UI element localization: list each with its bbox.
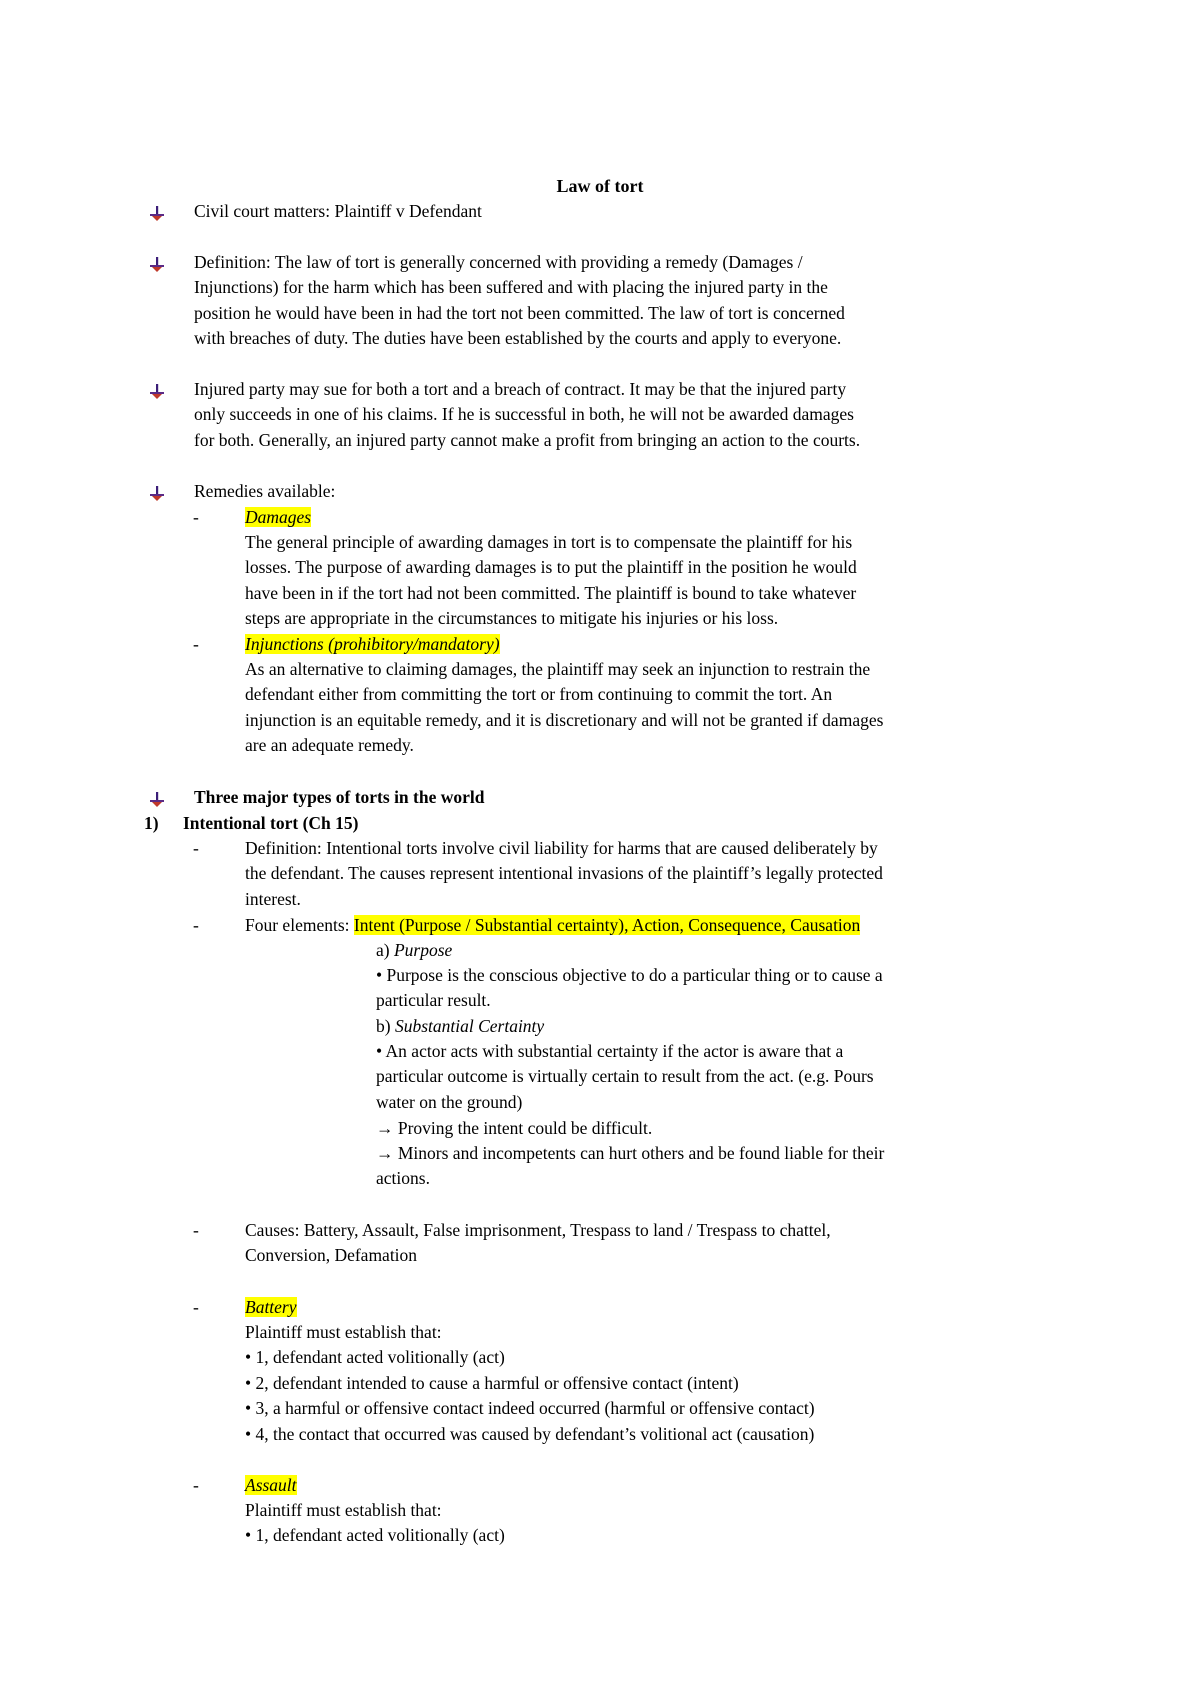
list-item: • 4, the contact that occurred was caused by defendant’s volitional act (causation) (245, 1423, 815, 1444)
intentional-number: 1) (144, 813, 159, 833)
document-title: Law of tort (556, 176, 644, 196)
battery-label: Battery (245, 1297, 297, 1317)
injunctions-heading (245, 632, 500, 657)
list-item: • 1, defendant acted volitionally (act) (245, 1347, 505, 1368)
list-dash: - (193, 1220, 199, 1240)
arrow-note-minors (376, 1141, 884, 1192)
battery-heading (245, 1295, 297, 1320)
arrow-right-icon: → (376, 1143, 394, 1163)
certainty-paragraph (376, 1039, 874, 1115)
injunctions-label: Injunctions (prohibitory/mandatory) (245, 634, 500, 654)
intentional-def-line: interest. (245, 888, 301, 909)
purpose-line: particular result. (376, 990, 491, 1011)
certainty-line: water on the ground) (376, 1091, 523, 1112)
definition-line: position he would have been in had the tort not been committed. The law of tort is concerned (194, 302, 845, 323)
push-pin-arrow-icon (150, 384, 164, 400)
definition-line: Injunctions) for the harm which has been suffered and with placing the injured party in the (194, 277, 828, 298)
certainty-line: • An actor acts with substantial certainty if the actor is aware that a (376, 1041, 844, 1061)
injured-line: Injured party may sue for both a tort and a breach of contract. It may be that the injured party (194, 379, 847, 399)
arrow-note-proving (376, 1116, 652, 1141)
certainty-prefix: b) (376, 1016, 395, 1036)
intentional-def-line: Definition: Intentional torts involve civil liability for harms that are caused deliberately by (245, 838, 878, 858)
list-dash: - (193, 1297, 199, 1317)
intentional-heading: Intentional tort (Ch 15) (183, 813, 359, 833)
causes-line: Conversion, Defamation (245, 1245, 418, 1266)
damages-heading (245, 505, 311, 530)
purpose-paragraph (376, 963, 883, 1014)
list-dash: - (193, 507, 199, 527)
list-item: • 2, defendant intended to cause a harmful or offensive contact (intent) (245, 1372, 739, 1393)
certainty-line: particular outcome is virtually certain to result from the act. (e.g. Pours (376, 1066, 874, 1087)
definition-paragraph (194, 250, 845, 352)
damages-line: The general principle of awarding damages in tort is to compensate the plaintiff for his (245, 532, 853, 552)
four-elements-prefix: Four elements: (245, 915, 354, 935)
arrow-right-icon: → (376, 1118, 394, 1138)
injunctions-paragraph (245, 657, 883, 759)
list-dash: - (193, 915, 199, 935)
push-pin-arrow-icon (150, 486, 164, 502)
assault-intro: Plaintiff must establish that: (245, 1500, 442, 1520)
list-dash: - (193, 838, 199, 858)
battery-list (245, 1320, 815, 1447)
injunctions-line: are an adequate remedy. (245, 735, 414, 756)
list-item: • 3, a harmful or offensive contact indeed occurred (harmful or offensive contact) (245, 1398, 815, 1419)
intentional-definition (245, 836, 883, 912)
causes-paragraph (245, 1218, 831, 1269)
battery-intro: Plaintiff must establish that: (245, 1322, 442, 1342)
damages-line: steps are appropriate in the circumstances to mitigate his injuries or his loss. (245, 608, 779, 629)
arrow-note-line: → Minors and incompetents can hurt others and be found liable for their (376, 1143, 885, 1163)
list-dash: - (193, 1475, 199, 1495)
causes-line: Causes: Battery, Assault, False imprisonment, Trespass to land / Trespass to chattel, (245, 1220, 831, 1240)
certainty-label: Substantial Certainty (394, 1016, 545, 1036)
injunctions-line: defendant either from committing the tort or from continuing to commit the tort. An (245, 684, 833, 705)
damages-line: losses. The purpose of awarding damages is to put the plaintiff in the position he would (245, 557, 857, 578)
purpose-line: • Purpose is the conscious objective to do a particular thing or to cause a (376, 965, 883, 985)
push-pin-arrow-icon (150, 206, 164, 222)
injunctions-line: injunction is an equitable remedy, and it is discretionary and will not be granted if damages (245, 709, 884, 730)
list-item: • 1, defendant acted volitionally (act) (245, 1525, 505, 1546)
assault-label: Assault (245, 1475, 297, 1495)
injured-line: for both. Generally, an injured party cannot make a profit from bringing an action to the courts. (194, 429, 861, 450)
definition-line: Definition: The law of tort is generally concerned with providing a remedy (Damages / (194, 252, 803, 272)
injured-party-paragraph (194, 377, 860, 453)
arrow-note-text: Proving the intent could be difficult. (397, 1118, 653, 1138)
definition-line: with breaches of duty. The duties have been established by the courts and apply to everyone. (194, 328, 842, 349)
list-dash: - (193, 634, 199, 654)
remedies-label: Remedies available: (194, 481, 336, 501)
purpose-heading (376, 938, 452, 963)
damages-paragraph (245, 530, 857, 632)
four-elements-highlight: Intent (Purpose / Substantial certainty), Action, Consequence, Causation (353, 915, 861, 935)
push-pin-arrow-icon (150, 792, 164, 808)
purpose-label: Purpose (393, 940, 453, 960)
assault-heading (245, 1473, 297, 1498)
injunctions-line: As an alternative to claiming damages, the plaintiff may seek an injunction to restrain the (245, 659, 871, 679)
four-elements-line (245, 913, 860, 938)
certainty-heading (376, 1014, 544, 1039)
purpose-prefix: a) (376, 940, 394, 960)
damages-line: have been in if the tort had not been committed. The plaintiff is bound to take whatever (245, 582, 857, 603)
assault-list (245, 1498, 505, 1549)
injured-line: only succeeds in one of his claims. If he is successful in both, he will not be awarded damages (194, 404, 854, 425)
three-types-heading: Three major types of torts in the world (194, 787, 485, 807)
arrow-note-line: actions. (376, 1168, 430, 1189)
civil-court-text: Civil court matters: Plaintiff v Defendant (194, 201, 482, 221)
push-pin-arrow-icon (150, 257, 164, 273)
intentional-def-line: the defendant. The causes represent intentional invasions of the plaintiff’s legally protected (245, 863, 883, 884)
damages-label: Damages (245, 507, 312, 527)
